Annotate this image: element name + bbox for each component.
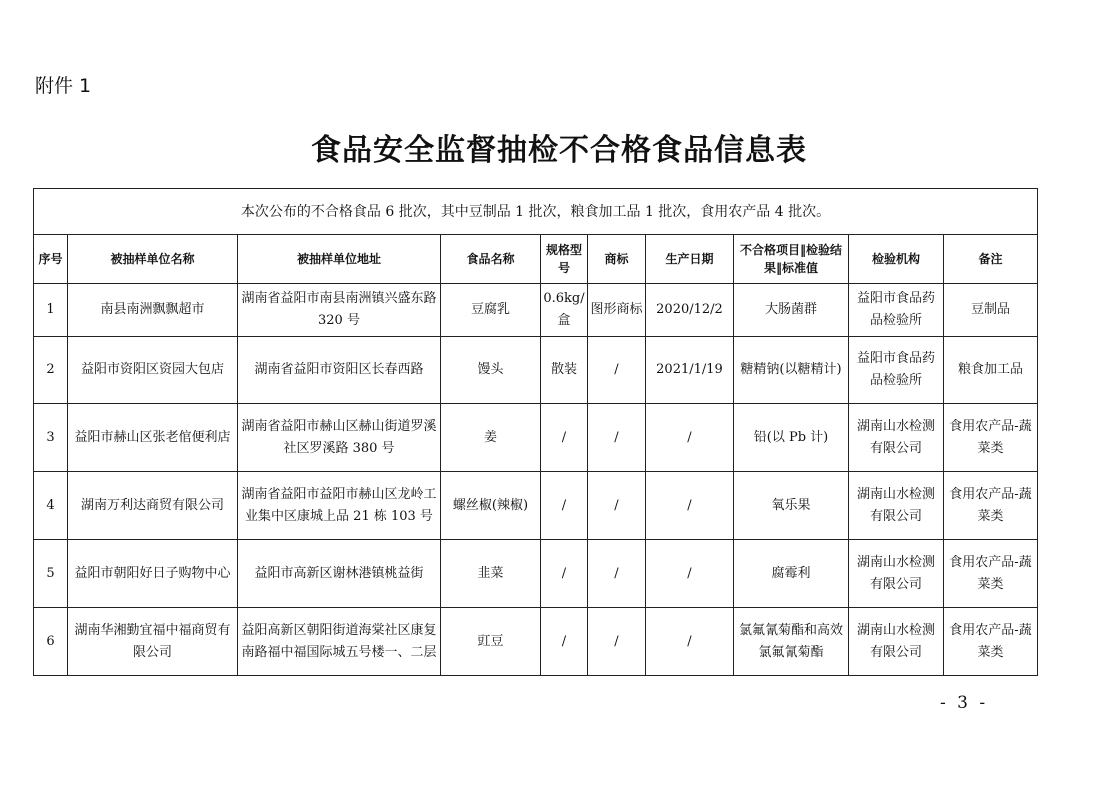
page-title: 食品安全监督抽检不合格食品信息表 xyxy=(311,133,807,168)
cell-brand: / xyxy=(588,404,646,472)
cell-note: 豆制品 xyxy=(944,284,1038,337)
cell-no: 1 xyxy=(34,284,68,337)
header-no: 序号 xyxy=(34,235,68,284)
cell-address: 湖南省益阳市南县南洲镇兴盛东路 320 号 xyxy=(238,284,441,337)
header-item: 不合格项目‖检验结果‖标准值 xyxy=(734,235,849,284)
table-row xyxy=(34,472,1038,540)
cell-spec: / xyxy=(541,404,588,472)
cell-food: 韭菜 xyxy=(441,540,541,608)
cell-no: 2 xyxy=(34,337,68,404)
cell-no: 3 xyxy=(34,404,68,472)
cell-date: / xyxy=(646,404,734,472)
cell-date: / xyxy=(646,472,734,540)
summary-text: 本次公布的不合格食品 6 批次，其中豆制品 1 批次，粮食加工品 1 批次，食用农产品 4 批次。 xyxy=(34,189,1038,235)
table-row xyxy=(34,404,1038,472)
table-row xyxy=(34,337,1038,404)
header-date: 生产日期 xyxy=(646,235,734,284)
cell-date: 2020/12/2 xyxy=(646,284,734,337)
cell-address: 益阳高新区朝阳街道海棠社区康复南路福中福国际城五号楼一、二层 xyxy=(238,608,441,676)
page-number: - 3 - xyxy=(940,693,989,713)
cell-note: 粮食加工品 xyxy=(944,337,1038,404)
cell-item: 糖精钠(以糖精计) xyxy=(734,337,849,404)
header-agency: 检验机构 xyxy=(849,235,944,284)
cell-agency: 益阳市食品药品检验所 xyxy=(849,284,944,337)
cell-date: / xyxy=(646,540,734,608)
cell-no: 5 xyxy=(34,540,68,608)
cell-agency: 湖南山水检测有限公司 xyxy=(849,540,944,608)
header-brand: 商标 xyxy=(588,235,646,284)
cell-note: 食用农产品-蔬菜类 xyxy=(944,540,1038,608)
cell-spec: / xyxy=(541,472,588,540)
cell-date: / xyxy=(646,608,734,676)
cell-item: 腐霉利 xyxy=(734,540,849,608)
cell-item: 大肠菌群 xyxy=(734,284,849,337)
info-table xyxy=(33,188,1038,676)
cell-address: 湖南省益阳市益阳市赫山区龙岭工业集中区康城上品 21 栋 103 号 xyxy=(238,472,441,540)
header-unit: 被抽样单位名称 xyxy=(68,235,238,284)
header-address: 被抽样单位地址 xyxy=(238,235,441,284)
header-note: 备注 xyxy=(944,235,1038,284)
header-food: 食品名称 xyxy=(441,235,541,284)
cell-unit: 益阳市资阳区资园大包店 xyxy=(68,337,238,404)
header-spec: 规格型号 xyxy=(541,235,588,284)
cell-unit: 湖南华湘勤宜福中福商贸有限公司 xyxy=(68,608,238,676)
cell-food: 豆腐乳 xyxy=(441,284,541,337)
cell-unit: 湖南万利达商贸有限公司 xyxy=(68,472,238,540)
cell-note: 食用农产品-蔬菜类 xyxy=(944,404,1038,472)
cell-unit: 南县南洲飘飘超市 xyxy=(68,284,238,337)
cell-unit: 益阳市赫山区张老倌便利店 xyxy=(68,404,238,472)
cell-address: 湖南省益阳市赫山区赫山街道罗溪社区罗溪路 380 号 xyxy=(238,404,441,472)
cell-item: 氧乐果 xyxy=(734,472,849,540)
cell-spec: / xyxy=(541,608,588,676)
cell-address: 湖南省益阳市资阳区长春西路 xyxy=(238,337,441,404)
attachment-label: 附件 1 xyxy=(35,75,92,97)
cell-spec: 0.6kg/盒 xyxy=(541,284,588,337)
cell-food: 姜 xyxy=(441,404,541,472)
cell-unit: 益阳市朝阳好日子购物中心 xyxy=(68,540,238,608)
cell-brand: 图形商标 xyxy=(588,284,646,337)
cell-brand: / xyxy=(588,472,646,540)
table-row xyxy=(34,284,1038,337)
cell-note: 食用农产品-蔬菜类 xyxy=(944,608,1038,676)
cell-item: 氯氟氰菊酯和高效氯氟氰菊酯 xyxy=(734,608,849,676)
cell-brand: / xyxy=(588,337,646,404)
cell-food: 螺丝椒(辣椒) xyxy=(441,472,541,540)
cell-brand: / xyxy=(588,540,646,608)
table-row xyxy=(34,608,1038,676)
cell-food: 豇豆 xyxy=(441,608,541,676)
cell-date: 2021/1/19 xyxy=(646,337,734,404)
cell-note: 食用农产品-蔬菜类 xyxy=(944,472,1038,540)
cell-no: 6 xyxy=(34,608,68,676)
cell-agency: 湖南山水检测有限公司 xyxy=(849,404,944,472)
table-row xyxy=(34,540,1038,608)
cell-food: 馒头 xyxy=(441,337,541,404)
cell-agency: 湖南山水检测有限公司 xyxy=(849,608,944,676)
cell-agency: 湖南山水检测有限公司 xyxy=(849,472,944,540)
cell-spec: 散装 xyxy=(541,337,588,404)
cell-no: 4 xyxy=(34,472,68,540)
cell-brand: / xyxy=(588,608,646,676)
cell-spec: / xyxy=(541,540,588,608)
cell-agency: 益阳市食品药品检验所 xyxy=(849,337,944,404)
cell-item: 铅(以 Pb 计) xyxy=(734,404,849,472)
cell-address: 益阳市高新区谢林港镇桃益街 xyxy=(238,540,441,608)
